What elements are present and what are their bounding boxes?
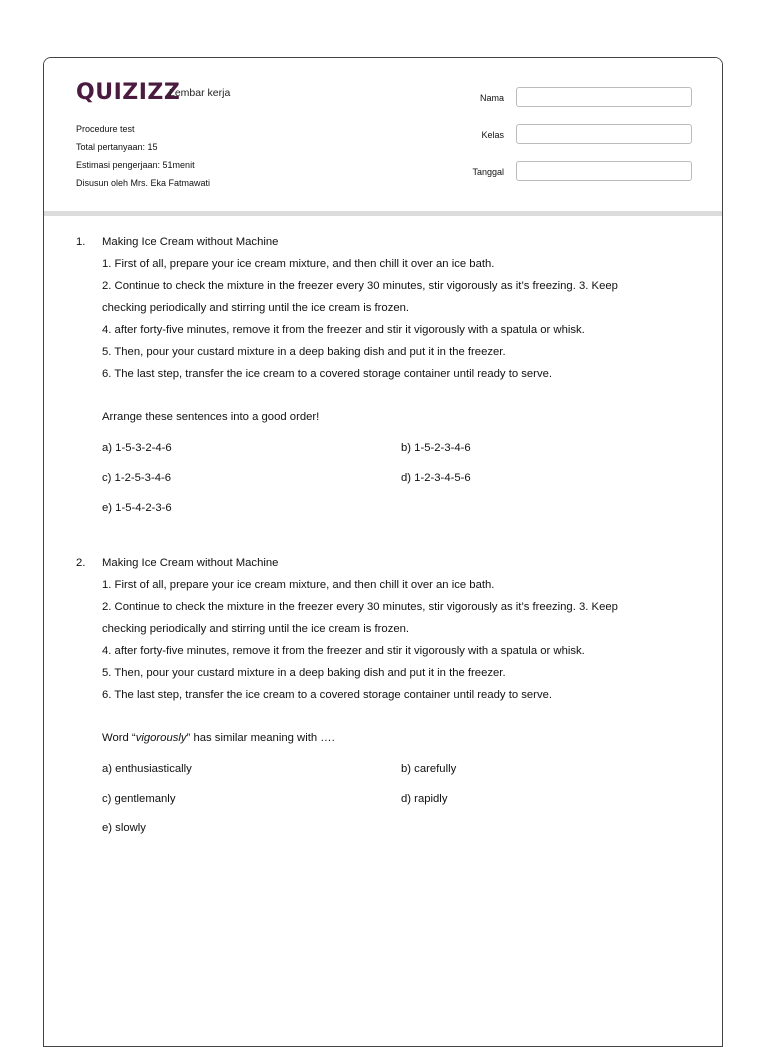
question-title: Making Ice Cream without Machine xyxy=(102,236,279,248)
estimated-time: Estimasi pengerjaan: 51menit xyxy=(76,160,195,170)
step-5: 5. Then, pour your custard mixture in a deep baking dish and put it in the freezer. xyxy=(102,667,506,679)
date-input[interactable] xyxy=(516,161,692,181)
author: Disusun oleh Mrs. Eka Fatmawati xyxy=(76,178,211,188)
option-c[interactable]: c) 1-2-5-3-4-6 xyxy=(102,472,172,484)
option-d[interactable]: d) rapidly xyxy=(401,793,448,805)
option-e[interactable]: e) 1-5-4-2-3-6 xyxy=(102,502,172,514)
step-2: 2. Continue to check the mixture in the freezer every 30 minutes, stir vigorously as it’s freezing. 3. Keep checking periodically and stirring until the ice cream is frozen. xyxy=(102,280,618,314)
name-label: Nama xyxy=(479,93,504,103)
question-count: Total pertanyaan: 15 xyxy=(76,142,158,152)
date-label: Tanggal xyxy=(472,167,504,177)
question-title: Making Ice Cream without Machine xyxy=(102,557,279,569)
class-label: Kelas xyxy=(481,130,504,140)
step-6: 6. The last step, transfer the ice cream to a covered storage container until ready to serve. xyxy=(102,368,553,380)
question-prompt: Arrange these sentences into a good order! xyxy=(102,411,320,423)
option-e[interactable]: e) slowly xyxy=(102,822,146,834)
option-d[interactable]: d) 1-2-3-4-5-6 xyxy=(401,472,471,484)
name-field-row xyxy=(444,87,694,109)
questions-area xyxy=(44,216,722,1046)
option-a[interactable]: a) enthusiastically xyxy=(102,763,192,775)
prompt-text-after: ” has similar meaning with …. xyxy=(186,732,335,744)
step-2: 2. Continue to check the mixture in the freezer every 30 minutes, stir vigorously as it’s freezing. 3. Keep checking periodically and stirring until the ice cream is frozen. xyxy=(102,601,618,635)
option-c[interactable]: c) gentlemanly xyxy=(102,793,176,805)
prompt-emphasis: vigorously xyxy=(135,732,187,744)
date-field-row xyxy=(444,161,694,183)
step-5: 5. Then, pour your custard mixture in a deep baking dish and put it in the freezer. xyxy=(102,346,506,358)
worksheet-label: Lembar kerja xyxy=(169,87,231,99)
worksheet-meta xyxy=(76,120,210,192)
option-b[interactable]: b) 1-5-2-3-4-6 xyxy=(401,442,471,454)
worksheet-header xyxy=(44,58,722,216)
question-number: 2. xyxy=(76,557,86,569)
step-4: 4. after forty-five minutes, remove it from the freezer and stir it vigorously with a spatula or whisk. xyxy=(102,645,585,657)
quizizz-logo: QUIZIZZ xyxy=(76,80,181,105)
step-1: 1. First of all, prepare your ice cream mixture, and then chill it over an ice bath. xyxy=(102,258,495,270)
option-b[interactable]: b) carefully xyxy=(401,763,457,775)
question-prompt xyxy=(102,727,662,749)
option-a[interactable]: a) 1-5-3-2-4-6 xyxy=(102,442,172,454)
step-4: 4. after forty-five minutes, remove it from the freezer and stir it vigorously with a spatula or whisk. xyxy=(102,324,585,336)
prompt-text-before: Word “ xyxy=(102,732,136,744)
question-number: 1. xyxy=(76,236,86,248)
class-field-row xyxy=(444,124,694,146)
name-input[interactable] xyxy=(516,87,692,107)
step-6: 6. The last step, transfer the ice cream to a covered storage container until ready to serve. xyxy=(102,689,553,701)
class-input[interactable] xyxy=(516,124,692,144)
step-1: 1. First of all, prepare your ice cream mixture, and then chill it over an ice bath. xyxy=(102,579,495,591)
quiz-title: Procedure test xyxy=(76,124,135,134)
worksheet-page xyxy=(43,57,723,1047)
